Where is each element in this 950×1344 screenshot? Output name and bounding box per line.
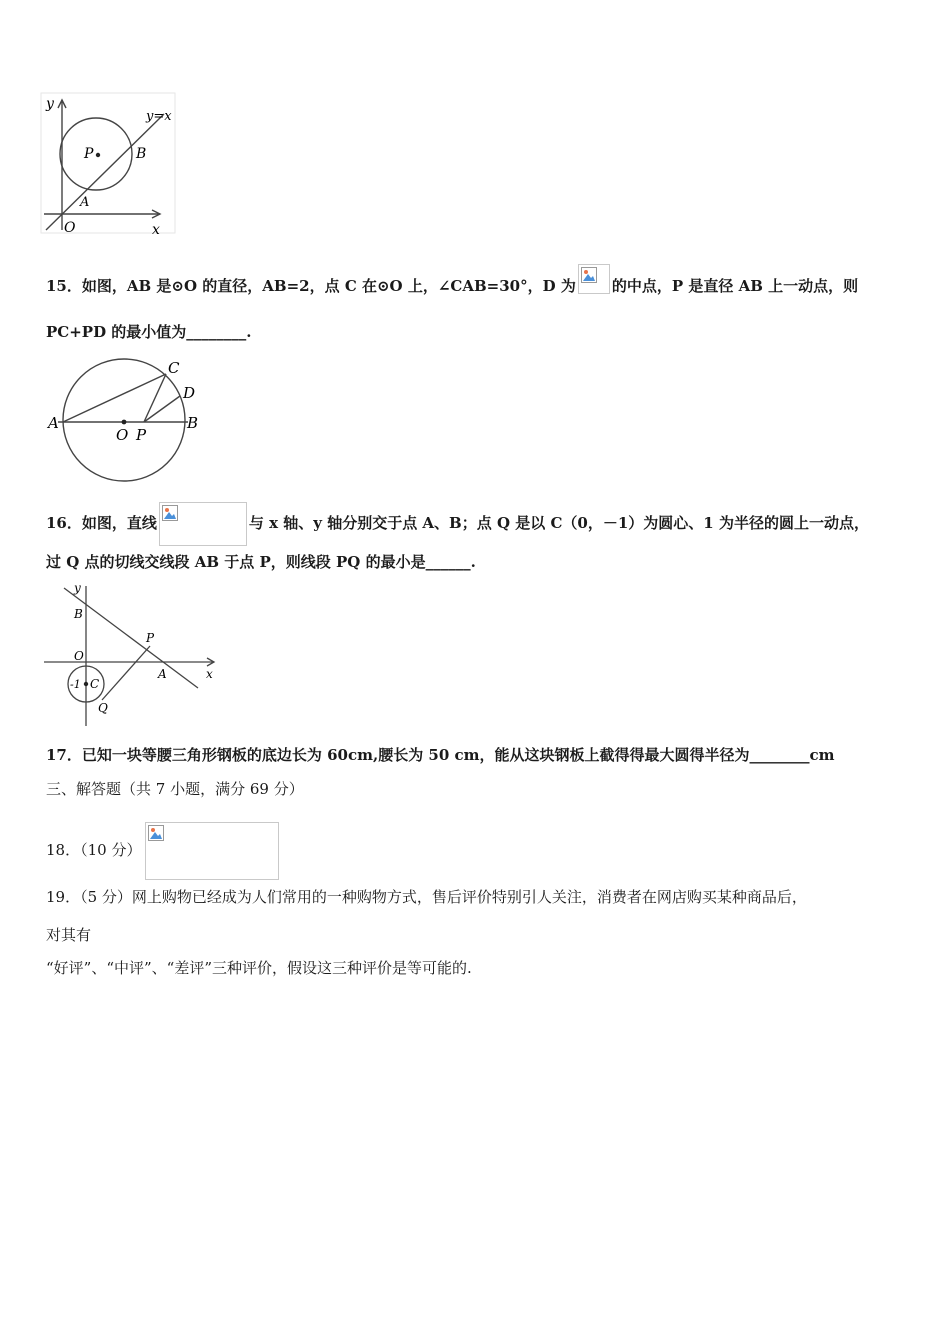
label-a: A	[80, 195, 90, 210]
line-ab	[64, 588, 198, 688]
line-equation-image-placeholder	[159, 502, 247, 546]
broken-image-icon	[162, 505, 178, 521]
question-16-line-2: 过 Q 点的切线交线段 AB 于点 P，则线段 PQ 的最小是______.	[46, 553, 476, 571]
label-p: P	[146, 631, 155, 645]
question-19-line-1: 19．（5 分）网上购物已经成为人们常用的一种购物方式，售后评价特别引人关注，消费者在网店购买某种商品后，	[46, 888, 807, 906]
question-15-line-1	[46, 272, 858, 302]
label-b: B	[187, 414, 199, 432]
section-3-heading: 三、解答题（共 7 小题，满分 69 分）	[46, 780, 304, 798]
center-c	[84, 682, 88, 686]
label-c: C	[168, 359, 180, 377]
label-d: D	[183, 384, 196, 402]
point-p	[96, 153, 100, 157]
label-y: y	[74, 581, 81, 595]
question-17: 17．已知一块等腰三角形钢板的底边长为 60cm,腰长为 50 cm，能从这块钢板上截得得最大圆得半径为________cm	[46, 746, 835, 764]
question-19-line-2: 对其有	[46, 926, 92, 944]
q18-label: 18．（10 分）	[46, 841, 142, 859]
line-y-eq-x	[46, 114, 164, 230]
label-c: C	[90, 677, 100, 691]
question-18	[46, 822, 279, 880]
broken-image-icon	[148, 825, 164, 841]
label-p: P	[84, 146, 94, 162]
segment-ac	[63, 374, 166, 422]
label-o: O	[74, 649, 84, 663]
q18-image-placeholder	[145, 822, 279, 880]
label-x: x	[152, 222, 160, 238]
question-15-line-2: PC+PD 的最小值为________.	[46, 323, 252, 341]
label-neg1: -1	[70, 678, 81, 691]
q16-text-pre: 16．如图，直线	[46, 514, 157, 532]
label-o: O	[64, 220, 76, 236]
label-b: B	[136, 146, 147, 162]
label-yx: y=x	[146, 109, 172, 124]
circle-p	[60, 118, 132, 190]
q15-text-post: 的中点，P 是直径 AB 上一动点，则	[611, 277, 859, 295]
figure-circle-diameter	[44, 352, 204, 482]
figure-tangent-line	[42, 580, 222, 730]
label-q: Q	[98, 701, 108, 715]
question-16-line-1	[46, 502, 869, 546]
tangent-pq	[102, 646, 150, 700]
label-a: A	[158, 667, 167, 681]
label-p: P	[136, 426, 147, 444]
label-y: y	[46, 96, 54, 112]
figure-circle-line-yx	[40, 92, 180, 238]
label-x: x	[206, 667, 213, 681]
q16-text-post: 与 x 轴、y 轴分别交于点 A、B；点 Q 是以 C（0，－1）为圆心、1 为半径的圆上一动点，	[248, 514, 869, 532]
label-o: O	[116, 426, 129, 444]
question-19-line-3: “好评”、“中评”、“差评”三种评价，假设这三种评价是等可能的.	[46, 959, 472, 977]
broken-image-icon	[581, 267, 597, 283]
label-a: A	[48, 414, 59, 432]
q15-text-pre: 15．如图，AB 是⊙O 的直径，AB=2，点 C 在⊙O 上，∠CAB=30°，D 为	[46, 277, 576, 295]
arc-image-placeholder	[578, 264, 610, 294]
label-b: B	[74, 607, 83, 621]
center-o	[122, 420, 127, 425]
